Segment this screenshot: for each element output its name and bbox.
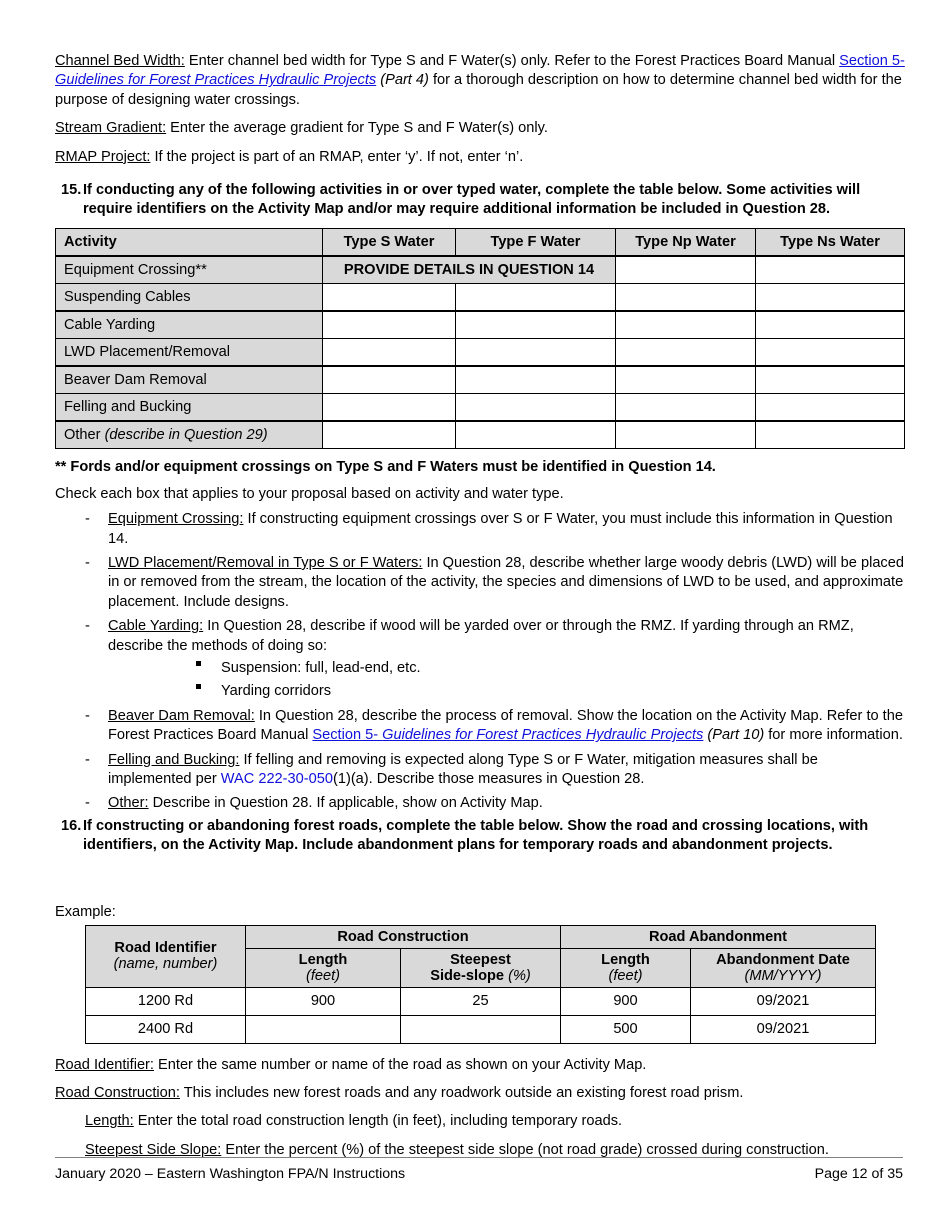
definition-length (85, 1112, 905, 1131)
checkbox-cell-ns[interactable] (756, 311, 905, 339)
bullet-text-felling-and-bucking: If felling and removing is expected along Type S or F Water, mitigation measures shall be implemented per (108, 751, 818, 788)
col-header-type-np-water: Type Np Water (616, 228, 756, 256)
text-length: Enter the total road construction length (in feet), including temporary roads. (133, 1113, 623, 1130)
square-bullet-icon (196, 684, 201, 689)
question-16 (55, 817, 905, 856)
list-item (55, 794, 905, 813)
list-item (55, 617, 905, 702)
definition-road-identifier (55, 1056, 905, 1075)
list-item (55, 510, 905, 549)
bullet-text-beaver-after: for more information. (764, 727, 903, 744)
side-slope-units: (%) (508, 967, 531, 984)
table-row (86, 987, 876, 1015)
term-steepest-side-slope: Steepest Side Slope: (85, 1141, 222, 1158)
checkbox-cell-np[interactable] (616, 421, 756, 449)
bullet-term-cable-yarding: Cable Yarding: (108, 618, 204, 635)
col-header-steepest-side-slope (401, 948, 561, 987)
table-row (56, 311, 905, 339)
list-item (55, 707, 905, 746)
table-row (56, 366, 905, 394)
col-header-road-construction: Road Construction (246, 925, 561, 948)
checkbox-cell-f[interactable] (456, 339, 616, 367)
checkbox-cell-s[interactable] (323, 394, 456, 422)
cell-steepest-side-slope[interactable] (401, 1015, 561, 1043)
checkbox-cell-ns[interactable] (756, 339, 905, 367)
rmap-project-text: If the project is part of an RMAP, enter ‘y’. If not, enter ‘n’. (150, 148, 524, 165)
checkbox-cell-np[interactable] (616, 394, 756, 422)
checkbox-cell-s[interactable] (323, 311, 456, 339)
checkbox-cell-f[interactable] (456, 394, 616, 422)
bullet-term-other: Other: (108, 795, 149, 812)
text-road-identifier: Enter the same number or name of the road as shown on your Activity Map. (153, 1056, 647, 1073)
channel-bed-width-text-after: for a thorough description on how to determine channel bed width for the purpose of designing water crossings. (55, 72, 902, 108)
link-guidelines-hydraulic-projects[interactable]: Guidelines for Forest Practices Hydraulic Projects (55, 72, 377, 89)
col-header-construction-length (246, 948, 401, 987)
definition-road-construction (55, 1084, 905, 1103)
checkbox-cell-f[interactable] (456, 284, 616, 312)
activity-label-lwd-placement-removal: LWD Placement/Removal (56, 339, 323, 367)
footer-page-number: Page 12 of 35 (814, 1166, 903, 1182)
table-row (86, 1015, 876, 1043)
cell-abandonment-date[interactable]: 09/2021 (691, 1015, 876, 1043)
cable-yarding-sublist (108, 659, 905, 702)
bullet-text-equipment-crossing: If constructing equipment crossings over S or F Water, you must include this information in Question 14. (108, 511, 893, 547)
abandonment-date-format: (MM/YYYY) (744, 967, 822, 984)
activity-table-header-row (56, 228, 905, 256)
footer-left-text: January 2020 – Eastern Washington FPA/N Instructions (55, 1166, 406, 1182)
bullet-term-felling-and-bucking: Felling and Bucking: (108, 751, 240, 768)
abandonment-length-units: (feet) (608, 967, 643, 984)
abandonment-date-main: Abandonment Date (716, 951, 850, 968)
checkbox-cell-np[interactable] (616, 311, 756, 339)
construction-length-main: Length (298, 951, 348, 968)
col-header-abandonment-date (691, 948, 876, 987)
paragraph-stream-gradient (55, 119, 905, 138)
construction-length-units: (feet) (305, 967, 341, 984)
cell-provide-details-question-14: PROVIDE DETAILS IN QUESTION 14 (323, 256, 616, 284)
activity-label-other (56, 421, 323, 449)
example-label: Example: (55, 903, 116, 920)
road-identifier-sub: (name, number) (113, 956, 218, 973)
note-check-each-box: Check each box that applies to your proposal based on activity and water type. (55, 485, 564, 502)
col-header-road-identifier (86, 925, 246, 987)
col-header-activity: Activity (56, 228, 323, 256)
checkbox-cell-s[interactable] (323, 284, 456, 312)
checkbox-cell-ns[interactable] (756, 394, 905, 422)
road-identifier-main: Road Identifier (114, 940, 217, 957)
question-15-bullet-list (55, 510, 905, 814)
activity-label-cable-yarding: Cable Yarding (56, 311, 323, 339)
abandonment-length-main: Length (601, 951, 650, 968)
channel-bed-width-part-4: (Part 4) (376, 72, 429, 89)
square-bullet-icon (196, 661, 201, 666)
bullet-term-equipment-crossing: Equipment Crossing: (108, 511, 244, 528)
checkbox-cell-f[interactable] (456, 311, 616, 339)
col-header-road-abandonment: Road Abandonment (561, 925, 876, 948)
cell-road-identifier[interactable]: 2400 Rd (86, 1015, 246, 1043)
cell-steepest-side-slope[interactable]: 25 (401, 987, 561, 1015)
dash-bullet-icon: - (85, 618, 90, 635)
steepest-line1: Steepest (450, 951, 511, 968)
list-item (55, 751, 905, 790)
checkbox-cell-np[interactable] (616, 284, 756, 312)
checkbox-cell-s[interactable] (323, 339, 456, 367)
link-guidelines-hydraulic-projects-beaver[interactable]: Guidelines for Forest Practices Hydraulic Projects (382, 727, 704, 744)
activity-label-beaver-dam-removal: Beaver Dam Removal (56, 366, 323, 394)
dash-bullet-icon: - (85, 795, 90, 812)
page-content (55, 52, 905, 1169)
list-item (55, 554, 905, 612)
term-channel-bed-width: Channel Bed Width: (55, 53, 185, 69)
cell-abandonment-length[interactable]: 500 (561, 1015, 691, 1043)
bullet-text-beaver-dam-removal: In Question 28, describe the process of removal. Show the location on the Activity Map. Refer to the Forest Practices Board Manual (108, 707, 903, 744)
table-row (56, 284, 905, 312)
term-stream-gradient: Stream Gradient: (55, 120, 167, 137)
term-road-construction: Road Construction: (55, 1085, 180, 1102)
link-section-5-plain[interactable]: Section 5- (839, 53, 905, 69)
dash-bullet-icon: - (85, 554, 90, 571)
col-header-type-f-water: Type F Water (456, 228, 616, 256)
checkbox-cell-ns[interactable] (756, 256, 905, 284)
beaver-part-10: (Part 10) (703, 727, 765, 744)
dash-bullet-icon: - (85, 707, 90, 724)
cell-abandonment-length[interactable]: 900 (561, 987, 691, 1015)
term-length: Length: (85, 1113, 134, 1130)
activity-water-type-table (55, 228, 905, 450)
bullet-text-lwd-placement-removal: In Question 28, describe whether large woody debris (LWD) will be placed in or removed from the stream, the location of the activity, the species and dimensions of LWD to be used, and approximate placement. Include designs. (108, 554, 904, 610)
sublist-text-suspension: Suspension: full, lead-end, etc. (221, 660, 421, 676)
checkbox-cell-np[interactable] (616, 339, 756, 367)
activity-label-other-plain: Other (64, 427, 105, 444)
cell-road-identifier[interactable]: 1200 Rd (86, 987, 246, 1015)
channel-bed-width-text-before: Enter channel bed width for Type S and F Water(s) only. Refer to the Forest Practices Board Manual (184, 53, 840, 69)
checkbox-cell-s[interactable] (323, 421, 456, 449)
bullet-text-other: Describe in Question 28. If applicable, show on Activity Map. (148, 795, 543, 812)
question-15-text: If conducting any of the following activities in or over typed water, complete the table below. Some activities will require identifiers on the Activity Map and/or may require additional information be included in Question 28. (83, 182, 861, 218)
list-item (108, 682, 905, 701)
col-header-abandonment-length (561, 948, 691, 987)
term-road-identifier: Road Identifier: (55, 1056, 154, 1073)
checkbox-cell-ns[interactable] (756, 284, 905, 312)
link-wac-222-30-050[interactable]: WAC 222-30-050 (220, 771, 333, 788)
page-footer (55, 1157, 903, 1182)
dash-bullet-icon: - (85, 751, 90, 768)
bullet-term-lwd-placement-removal: LWD Placement/Removal in Type S or F Waters: (108, 554, 423, 571)
dash-bullet-icon: - (85, 511, 90, 528)
checkbox-cell-np[interactable] (616, 256, 756, 284)
list-item (108, 659, 905, 678)
bullet-text-felling-after: (1)(a). Describe those measures in Question 28. (332, 771, 645, 788)
steepest-line2 (406, 968, 555, 984)
footnote-fords-equipment-crossings: ** Fords and/or equipment crossings on Type S and F Waters must be identified in Question 14. (55, 459, 716, 476)
paragraph-rmap-project (55, 148, 905, 167)
bullet-term-beaver-dam-removal: Beaver Dam Removal: (108, 707, 255, 724)
text-road-construction: This includes new forest roads and any roadwork outside an existing forest road prism. (179, 1085, 744, 1102)
question-15 (55, 181, 905, 220)
road-table-header-row-1 (86, 925, 876, 948)
question-16-number: 16. (61, 817, 82, 834)
text-steepest-side-slope: Enter the percent (%) of the steepest side slope (not road grade) crossed during construction. (221, 1141, 829, 1158)
checkbox-cell-f[interactable] (456, 366, 616, 394)
col-header-type-s-water: Type S Water (323, 228, 456, 256)
paragraph-channel-bed-width (55, 52, 905, 110)
checkbox-cell-ns[interactable] (756, 366, 905, 394)
checkbox-cell-s[interactable] (323, 366, 456, 394)
checkbox-cell-np[interactable] (616, 366, 756, 394)
activity-label-equipment-crossing: Equipment Crossing** (56, 256, 323, 284)
table-row (56, 421, 905, 449)
table-row (56, 256, 905, 284)
table-row (56, 394, 905, 422)
col-header-type-ns-water: Type Ns Water (756, 228, 905, 256)
activity-label-suspending-cables: Suspending Cables (56, 284, 323, 312)
activity-label-other-italic: (describe in Question 29) (104, 427, 268, 444)
link-section-5-plain-beaver[interactable]: Section 5- (312, 727, 383, 744)
activity-label-felling-and-bucking: Felling and Bucking (56, 394, 323, 422)
question-16-text: If constructing or abandoning forest roads, complete the table below. Show the road and crossing locations, with identifiers, on the Activity Map. Include abandonment plans for temporary roads and abandonment projects. (83, 817, 869, 854)
cell-abandonment-date[interactable]: 09/2021 (691, 987, 876, 1015)
side-slope-label: Side-slope (430, 967, 509, 984)
question-15-number: 15. (61, 182, 82, 199)
cell-construction-length[interactable]: 900 (246, 987, 401, 1015)
checkbox-cell-f[interactable] (456, 421, 616, 449)
table-row (56, 339, 905, 367)
road-construction-abandonment-table (85, 925, 876, 1044)
bullet-text-cable-yarding: In Question 28, describe if wood will be yarded over or through the RMZ. If yarding through an RMZ, describe the methods of doing so: (108, 618, 854, 654)
sublist-text-yarding-corridors: Yarding corridors (221, 683, 332, 700)
cell-construction-length[interactable] (246, 1015, 401, 1043)
term-rmap-project: RMAP Project: (55, 148, 151, 165)
stream-gradient-text: Enter the average gradient for Type S and F Water(s) only. (166, 120, 548, 137)
checkbox-cell-ns[interactable] (756, 421, 905, 449)
